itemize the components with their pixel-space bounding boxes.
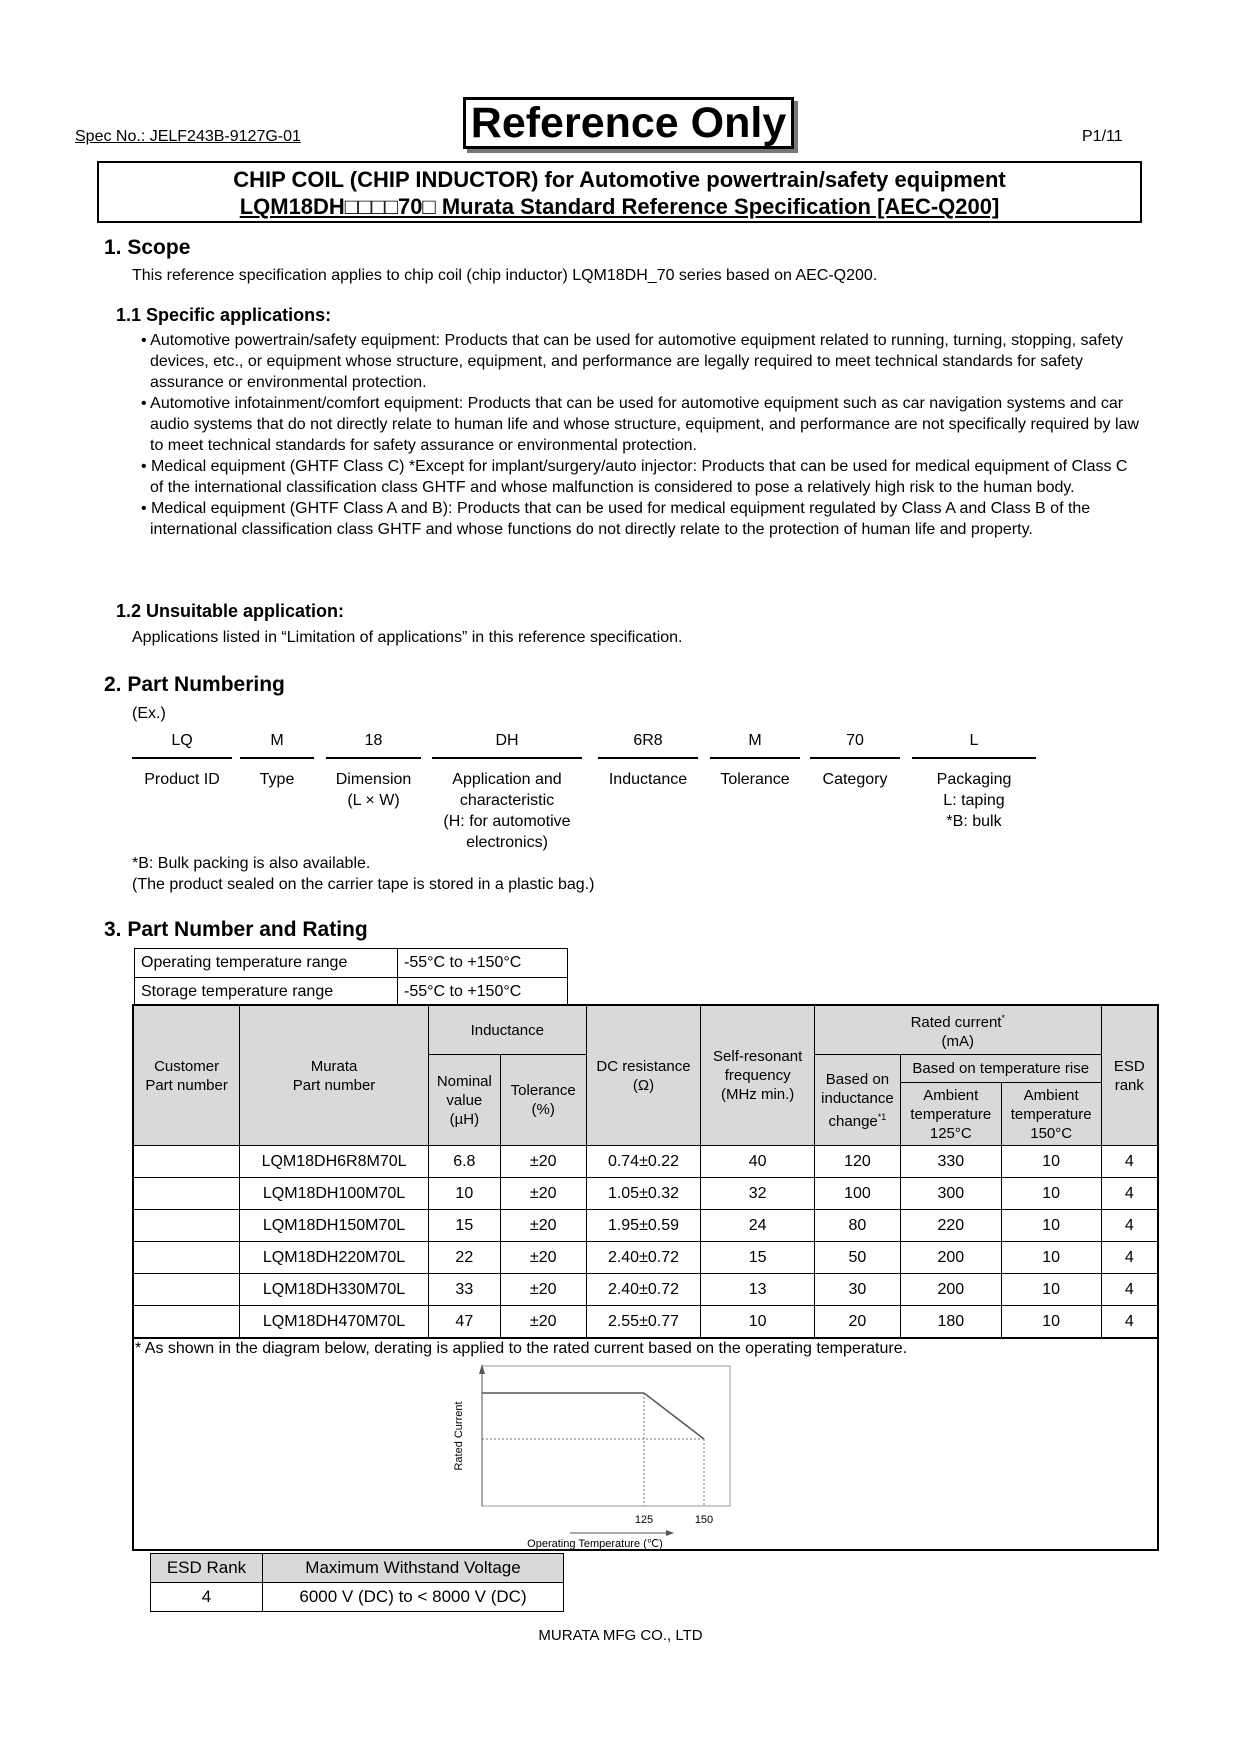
cell-dc: 0.74±0.22: [586, 1146, 701, 1178]
part-numbering-heading: [104, 673, 285, 697]
unsuitable-heading: [116, 601, 344, 622]
pn-desc: Tolerance: [720, 771, 790, 788]
cell-nominal: 33: [428, 1274, 500, 1306]
derating-note: * As shown in the diagram below, derating is applied to the rated current based on the operating temperature.: [135, 1340, 908, 1357]
table-row: [133, 1210, 1158, 1242]
header-ambient-125: Ambient temperature 125°C: [900, 1083, 1001, 1146]
header-tolerance: Tolerance (%): [500, 1055, 586, 1146]
cell-esd: 4: [1101, 1210, 1158, 1242]
based-inductance-label: Based on inductance change: [821, 1070, 894, 1130]
document-title: [97, 161, 1142, 223]
example-label: (Ex.): [132, 705, 166, 722]
pn-code: LQ: [132, 730, 232, 759]
cell-tolerance: ±20: [500, 1274, 586, 1306]
pn-code: 6R8: [598, 730, 698, 759]
cell-esd: 4: [1101, 1146, 1158, 1178]
cell-srf: 13: [701, 1274, 815, 1306]
cell-tolerance: ±20: [500, 1306, 586, 1339]
pn-code: L: [912, 730, 1036, 759]
cell-dc: 2.40±0.72: [586, 1242, 701, 1274]
cell-dc: 2.55±0.77: [586, 1306, 701, 1339]
list-item: • Medical equipment (GHTF Class C) *Except for implant/surgery/auto injector: Products that can be used for medical equipment of Class C of the international classification class GHTF and whose malfunction is considered to pose a relatively high risk to the human body.: [141, 458, 1128, 496]
esd-table: [150, 1553, 564, 1612]
part-number-column: [598, 730, 698, 790]
part-number-column: [432, 730, 582, 853]
cell-a125: 220: [900, 1210, 1001, 1242]
rated-current-unit: (mA): [941, 1033, 975, 1050]
cell-a150: 10: [1001, 1306, 1101, 1339]
cell-customer: [133, 1242, 240, 1274]
table-row: [133, 1274, 1158, 1306]
cell-nominal: 6.8: [428, 1146, 500, 1178]
pn-code: M: [710, 730, 800, 759]
unsuitable-text: Applications listed in “Limitation of applications” in this reference specification.: [132, 629, 683, 646]
temp-label: Storage temperature range: [135, 978, 398, 1007]
cell-ind: 100: [814, 1178, 900, 1210]
cell-srf: 10: [701, 1306, 815, 1339]
pn-code: 18: [326, 730, 421, 759]
esd-voltage-value: 6000 V (DC) to < 8000 V (DC): [263, 1583, 564, 1612]
cell-tolerance: ±20: [500, 1242, 586, 1274]
table-row: [133, 1178, 1158, 1210]
list-item: • Medical equipment (GHTF Class A and B): Products that can be used for medical equipment regulated by Class A and Class B of the international classification class GHTF and whose functions do not directly relate to the protection of human life and property.: [141, 500, 1091, 538]
bulk-note: *B: Bulk packing is also available.: [132, 855, 371, 872]
section-scope: [104, 236, 190, 260]
temp-value: -55°C to +150°C: [398, 978, 568, 1007]
header-srf: Self-resonant frequency (MHz min.): [701, 1005, 815, 1146]
unsuitable-heading-text: 1.2 Unsuitable application:: [116, 601, 345, 621]
pn-desc: Product ID: [144, 771, 220, 788]
cell-customer: [133, 1306, 240, 1339]
header-based-inductance: [814, 1055, 900, 1146]
page-number: P1/11: [1082, 128, 1123, 145]
table-row: [151, 1583, 564, 1612]
specific-applications-list: [132, 330, 1142, 540]
header-inductance: Inductance: [428, 1005, 586, 1055]
table-row: [135, 978, 568, 1007]
cell-ind: 20: [814, 1306, 900, 1339]
cell-ind: 50: [814, 1242, 900, 1274]
table-row: [133, 1242, 1158, 1274]
cell-nominal: 22: [428, 1242, 500, 1274]
footer-company: MURATA MFG CO., LTD: [538, 1627, 703, 1644]
x-axis-label: Operating Temperature (℃): [527, 1538, 663, 1550]
cell-a150: 10: [1001, 1242, 1101, 1274]
pn-desc: Inductance: [608, 771, 688, 788]
cell-customer: [133, 1146, 240, 1178]
part-number-column: [132, 730, 232, 790]
part-number-column: [240, 730, 314, 790]
cell-tolerance: ±20: [500, 1178, 586, 1210]
cell-dc: 2.40±0.72: [586, 1274, 701, 1306]
cell-ind: 30: [814, 1274, 900, 1306]
diagram-frame: [482, 1366, 730, 1506]
pn-desc: Dimension (L × W): [335, 771, 412, 809]
cell-esd: 4: [1101, 1306, 1158, 1339]
header-customer: Customer Part number: [133, 1005, 240, 1146]
cell-ind: 80: [814, 1210, 900, 1242]
cell-part: LQM18DH150M70L: [240, 1210, 429, 1242]
cell-a150: 10: [1001, 1274, 1101, 1306]
spec-number: Spec No.: JELF243B-9127G-01: [75, 128, 301, 145]
tape-note: (The product sealed on the carrier tape is stored in a plastic bag.): [132, 876, 595, 893]
y-axis-label: Rated Current: [453, 1401, 465, 1471]
cell-part: LQM18DH6R8M70L: [240, 1146, 429, 1178]
cell-srf: 32: [701, 1178, 815, 1210]
temp-value: -55°C to +150°C: [398, 949, 568, 978]
footnote-1: *1: [877, 1111, 887, 1122]
list-item: • Automotive powertrain/safety equipment: Products that can be used for automotive equipment related to running, turning, stopping, safety devices, etc., or equipment whose structure, equipment, and performance are legally required to meet technical standards for safety assurance or environmental protection.: [141, 332, 1124, 391]
scope-text: This reference specification applies to chip coil (chip inductor) LQM18DH_70 series based on AEC-Q200.: [132, 267, 878, 284]
table-row: [151, 1554, 564, 1583]
scope-heading: 1. Scope: [104, 236, 191, 259]
cell-a125: 330: [900, 1146, 1001, 1178]
cell-customer: [133, 1210, 240, 1242]
rating-heading: [104, 918, 368, 942]
pn-code: 70: [810, 730, 900, 759]
rating-table: [132, 1004, 1159, 1339]
cell-a125: 200: [900, 1274, 1001, 1306]
cell-srf: 40: [701, 1146, 815, 1178]
header-esd: ESD rank: [1101, 1005, 1158, 1146]
cell-ind: 120: [814, 1146, 900, 1178]
pn-code: DH: [432, 730, 582, 759]
esd-header-rank: ESD Rank: [151, 1554, 263, 1583]
temp-label: Operating temperature range: [135, 949, 398, 978]
part-number-column: [912, 730, 1036, 832]
derating-curve-slope: [644, 1393, 704, 1439]
tick-125-label: 125: [634, 1514, 654, 1526]
x-axis-arrow: [666, 1530, 674, 1536]
cell-esd: 4: [1101, 1242, 1158, 1274]
cell-part: LQM18DH330M70L: [240, 1274, 429, 1306]
header-murata: Murata Part number: [240, 1005, 429, 1146]
specific-applications-heading: [116, 305, 331, 326]
rated-star: *: [1001, 1013, 1005, 1023]
cell-esd: 4: [1101, 1274, 1158, 1306]
title-line-1: CHIP COIL (CHIP INDUCTOR) for Automotive powertrain/safety equipment: [233, 167, 1006, 192]
derating-diagram: [440, 1360, 750, 1550]
cell-part: LQM18DH220M70L: [240, 1242, 429, 1274]
table-row: [133, 1146, 1158, 1178]
cell-a150: 10: [1001, 1146, 1101, 1178]
cell-customer: [133, 1178, 240, 1210]
header-row: [133, 1005, 1158, 1055]
list-item: • Automotive infotainment/comfort equipment: Products that can be used for automotive equipment such as car navigation systems and car audio systems that do not directly relate to human life and whose structure, equipment, and performance are not specifically required by law to meet technical standards for safety assurance or environmental protection.: [141, 395, 1139, 454]
part-numbering-heading-text: 2. Part Numbering: [104, 673, 285, 696]
cell-a150: 10: [1001, 1210, 1101, 1242]
pn-desc: Category: [822, 771, 888, 788]
cell-customer: [133, 1274, 240, 1306]
cell-a125: 200: [900, 1242, 1001, 1274]
tick-150-label: 150: [694, 1514, 714, 1526]
title-line-2: LQM18DH□□□□70□ Murata Standard Reference Specification [AEC-Q200]: [239, 194, 1000, 219]
cell-srf: 24: [701, 1210, 815, 1242]
cell-dc: 1.05±0.32: [586, 1178, 701, 1210]
header-rated-current: [814, 1005, 1101, 1055]
cell-part: LQM18DH470M70L: [240, 1306, 429, 1339]
cell-nominal: 15: [428, 1210, 500, 1242]
cell-srf: 15: [701, 1242, 815, 1274]
esd-rank-value: 4: [151, 1583, 263, 1612]
esd-header-voltage: Maximum Withstand Voltage: [263, 1554, 564, 1583]
pn-desc: Type: [259, 771, 295, 788]
cell-a150: 10: [1001, 1178, 1101, 1210]
cell-part: LQM18DH100M70L: [240, 1178, 429, 1210]
cell-esd: 4: [1101, 1178, 1158, 1210]
cell-tolerance: ±20: [500, 1210, 586, 1242]
pn-code: M: [240, 730, 314, 759]
header-ambient-150: Ambient temperature 150°C: [1001, 1083, 1101, 1146]
cell-dc: 1.95±0.59: [586, 1210, 701, 1242]
part-number-column: [326, 730, 421, 811]
reference-only-stamp: Reference Only: [463, 97, 794, 149]
header-based-temperature: Based on temperature rise: [900, 1055, 1101, 1083]
pn-desc: Application and characteristic (H: for automotive electronics): [443, 771, 571, 851]
pn-desc: Packaging L: taping *B: bulk: [936, 771, 1012, 830]
temperature-table: [134, 948, 568, 1007]
cell-tolerance: ±20: [500, 1146, 586, 1178]
rated-current-label: Rated current: [910, 1014, 1002, 1031]
cell-a125: 180: [900, 1306, 1001, 1339]
table-row: [133, 1306, 1158, 1339]
part-number-column: [710, 730, 800, 790]
table-row: [135, 949, 568, 978]
header-dc-resistance: DC resistance (Ω): [586, 1005, 701, 1146]
part-number-column: [810, 730, 900, 790]
cell-a125: 300: [900, 1178, 1001, 1210]
rating-heading-text: 3. Part Number and Rating: [104, 918, 368, 941]
cell-nominal: 47: [428, 1306, 500, 1339]
cell-nominal: 10: [428, 1178, 500, 1210]
header-nominal: Nominal value (µH): [428, 1055, 500, 1146]
specific-heading-text: 1.1 Specific applications:: [116, 305, 332, 325]
